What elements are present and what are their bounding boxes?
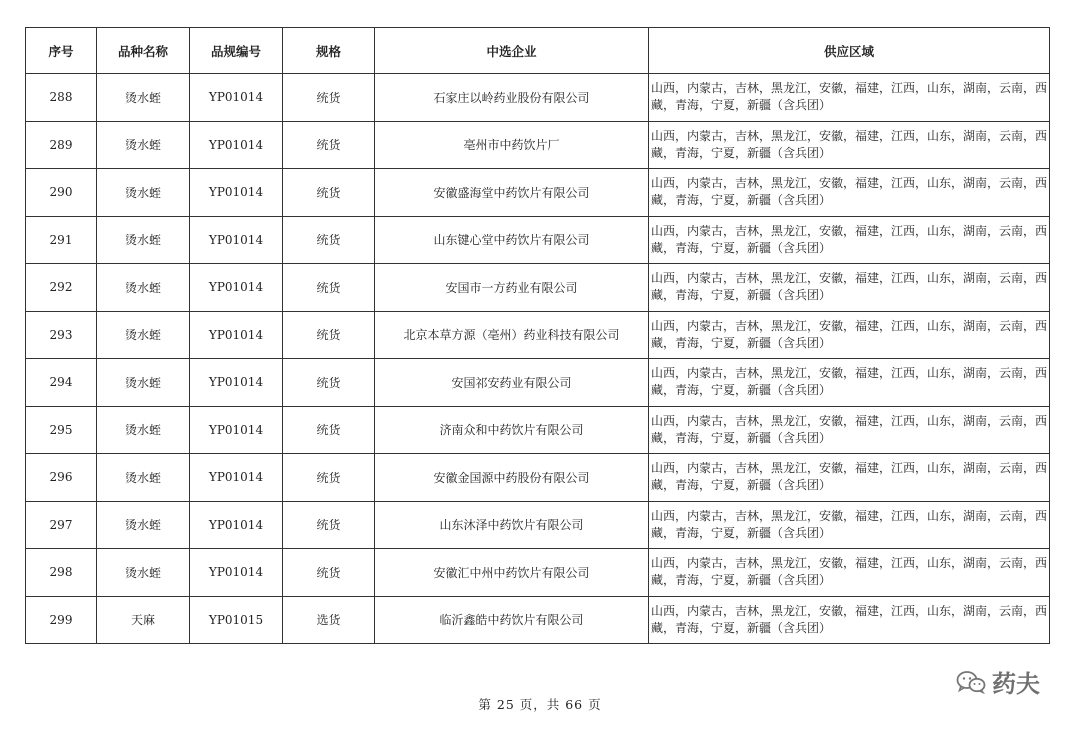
header-company: 中选企业 [375,28,649,74]
cell-supply-region: 山西，内蒙古，吉林，黑龙江，安徽，福建，江西，山东，湖南，云南，西藏，青海，宁夏，新疆（含兵团） [649,311,1050,359]
table-row [26,406,1050,454]
cell-variety-name: 烫水蛭 [97,169,190,217]
cell-supply-region: 山西，内蒙古，吉林，黑龙江，安徽，福建，江西，山东，湖南，云南，西藏，青海，宁夏，新疆（含兵团） [649,264,1050,312]
cell-supply-region: 山西，内蒙古，吉林，黑龙江，安徽，福建，江西，山东，湖南，云南，西藏，青海，宁夏，新疆（含兵团） [649,501,1050,549]
cell-variety-name: 烫水蛭 [97,216,190,264]
cell-spec: 统货 [283,549,375,597]
cell-variety-name: 烫水蛭 [97,549,190,597]
table-row [26,311,1050,359]
cell-company: 济南众和中药饮片有限公司 [375,406,649,454]
table-row [26,501,1050,549]
header-index: 序号 [26,28,97,74]
cell-company: 北京本草方源（亳州）药业科技有限公司 [375,311,649,359]
cell-variety-name: 烫水蛭 [97,454,190,502]
table-row [26,74,1050,122]
cell-spec: 选货 [283,596,375,644]
cell-index: 291 [26,216,97,264]
cell-product-code: YP01014 [190,549,283,597]
cell-index: 299 [26,596,97,644]
cell-company: 亳州市中药饮片厂 [375,121,649,169]
cell-company: 安国市一方药业有限公司 [375,264,649,312]
header-supply-region: 供应区域 [649,28,1050,74]
supplier-table [25,27,1050,644]
cell-index: 294 [26,359,97,407]
cell-spec: 统货 [283,216,375,264]
cell-product-code: YP01014 [190,311,283,359]
cell-spec: 统货 [283,359,375,407]
cell-spec: 统货 [283,264,375,312]
table-row [26,264,1050,312]
cell-product-code: YP01014 [190,454,283,502]
cell-product-code: YP01014 [190,121,283,169]
cell-product-code: YP01014 [190,264,283,312]
watermark-text: 药夫 [992,670,1040,698]
page-number: 第 25 页，共 66 页 [478,697,602,712]
cell-spec: 统货 [283,169,375,217]
table-row [26,121,1050,169]
table-header-row [26,28,1050,74]
header-variety-name: 品种名称 [97,28,190,74]
table-row [26,359,1050,407]
cell-variety-name: 烫水蛭 [97,311,190,359]
cell-index: 293 [26,311,97,359]
cell-product-code: YP01014 [190,169,283,217]
header-spec: 规格 [283,28,375,74]
table-row [26,454,1050,502]
cell-supply-region: 山西，内蒙古，吉林，黑龙江，安徽，福建，江西，山东，湖南，云南，西藏，青海，宁夏，新疆（含兵团） [649,121,1050,169]
cell-company: 安国祁安药业有限公司 [375,359,649,407]
cell-company: 安徽汇中州中药饮片有限公司 [375,549,649,597]
cell-variety-name: 烫水蛭 [97,74,190,122]
cell-variety-name: 烫水蛭 [97,501,190,549]
cell-company: 山东键心堂中药饮片有限公司 [375,216,649,264]
cell-supply-region: 山西，内蒙古，吉林，黑龙江，安徽，福建，江西，山东，湖南，云南，西藏，青海，宁夏，新疆（含兵团） [649,74,1050,122]
cell-product-code: YP01014 [190,359,283,407]
header-product-code: 品规编号 [190,28,283,74]
watermark [956,664,1040,699]
cell-variety-name: 烫水蛭 [97,406,190,454]
cell-spec: 统货 [283,454,375,502]
cell-supply-region: 山西，内蒙古，吉林，黑龙江，安徽，福建，江西，山东，湖南，云南，西藏，青海，宁夏，新疆（含兵团） [649,359,1050,407]
cell-spec: 统货 [283,311,375,359]
cell-supply-region: 山西，内蒙古，吉林，黑龙江，安徽，福建，江西，山东，湖南，云南，西藏，青海，宁夏，新疆（含兵团） [649,549,1050,597]
cell-supply-region: 山西，内蒙古，吉林，黑龙江，安徽，福建，江西，山东，湖南，云南，西藏，青海，宁夏，新疆（含兵团） [649,454,1050,502]
cell-index: 295 [26,406,97,454]
cell-variety-name: 烫水蛭 [97,121,190,169]
cell-index: 297 [26,501,97,549]
cell-index: 296 [26,454,97,502]
cell-company: 安徽金国源中药股份有限公司 [375,454,649,502]
cell-product-code: YP01015 [190,596,283,644]
cell-product-code: YP01014 [190,501,283,549]
cell-spec: 统货 [283,406,375,454]
cell-company: 安徽盛海堂中药饮片有限公司 [375,169,649,217]
cell-company: 石家庄以岭药业股份有限公司 [375,74,649,122]
table-row [26,216,1050,264]
cell-index: 292 [26,264,97,312]
cell-spec: 统货 [283,121,375,169]
cell-variety-name: 烫水蛭 [97,264,190,312]
cell-index: 290 [26,169,97,217]
cell-supply-region: 山西，内蒙古，吉林，黑龙江，安徽，福建，江西，山东，湖南，云南，西藏，青海，宁夏，新疆（含兵团） [649,596,1050,644]
cell-index: 289 [26,121,97,169]
cell-product-code: YP01014 [190,74,283,122]
cell-variety-name: 烫水蛭 [97,359,190,407]
table-row [26,596,1050,644]
cell-company: 临沂鑫皓中药饮片有限公司 [375,596,649,644]
cell-product-code: YP01014 [190,406,283,454]
cell-supply-region: 山西，内蒙古，吉林，黑龙江，安徽，福建，江西，山东，湖南，云南，西藏，青海，宁夏，新疆（含兵团） [649,216,1050,264]
cell-supply-region: 山西，内蒙古，吉林，黑龙江，安徽，福建，江西，山东，湖南，云南，西藏，青海，宁夏，新疆（含兵团） [649,169,1050,217]
cell-product-code: YP01014 [190,216,283,264]
cell-supply-region: 山西，内蒙古，吉林，黑龙江，安徽，福建，江西，山东，湖南，云南，西藏，青海，宁夏，新疆（含兵团） [649,406,1050,454]
cell-variety-name: 天麻 [97,596,190,644]
cell-company: 山东沐泽中药饮片有限公司 [375,501,649,549]
cell-index: 298 [26,549,97,597]
wechat-icon [956,670,986,694]
cell-spec: 统货 [283,501,375,549]
cell-index: 288 [26,74,97,122]
table-row [26,169,1050,217]
cell-spec: 统货 [283,74,375,122]
table-row [26,549,1050,597]
